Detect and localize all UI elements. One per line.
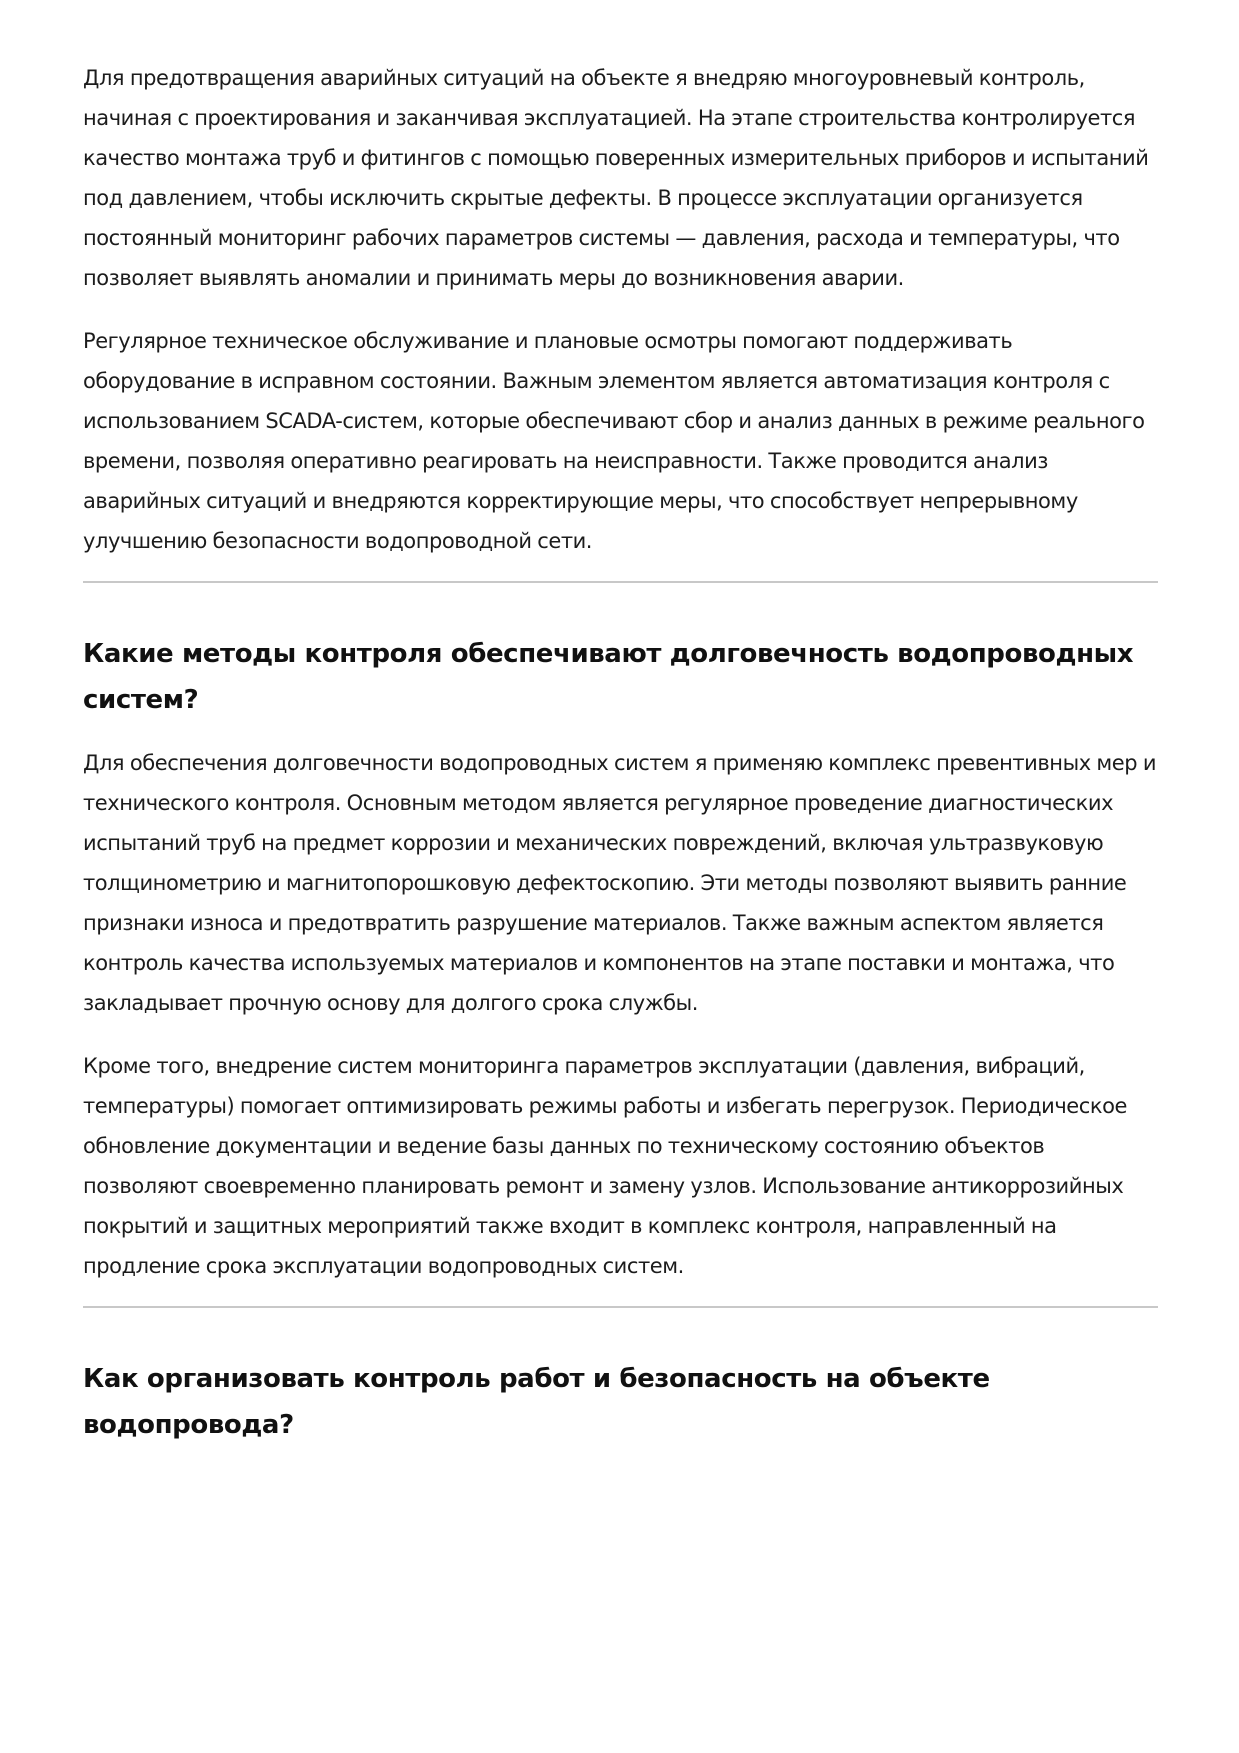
section1-paragraph-1: Для предотвращения аварийных ситуаций на объекте я внедряю многоуровневый контроль, начиная с проектирования и заканчивая эксплуатацией. На этапе строительства контролируется качество монтажа труб и фитингов с помощью поверенных измерительных приборов и испытаний под давлением, чтобы исключить скрытые дефекты. В процессе эксплуатации организуется постоянный мониторинг рабочих параметров системы — давления, расхода и температуры, что позволяет выявлять аномалии и принимать меры до возникновения аварии.	[83, 66, 1149, 290]
section2-heading: Какие методы контроля обеспечивают долговечность водопроводных систем?	[83, 639, 1134, 715]
section2-paragraph-2: Кроме того, внедрение систем мониторинга параметров эксплуатации (давления, вибраций, температуры) помогает оптимизировать режимы работы и избегать перегрузок. Периодическое обновление документации и ведение базы данных по техническому состоянию объектов позволяют своевременно планировать ремонт и замену узлов. Использование антикоррозийных покрытий и защитных мероприятий также входит в комплекс контроля, направленный на продление срока эксплуатации водопроводных систем.	[83, 1054, 1127, 1278]
section1-paragraph-2: Регулярное техническое обслуживание и плановые осмотры помогают поддерживать оборудование в исправном состоянии. Важным элементом является автоматизация контроля с использованием SCADA-систем, которые обеспечивают сбор и анализ данных в режиме реального времени, позволяя оперативно реагировать на неисправности. Также проводится анализ аварийных ситуаций и внедряются корректирующие меры, что способствует непрерывному улучшению безопасности водопроводной сети.	[83, 329, 1145, 553]
section3-heading: Как организовать контроль работ и безопасность на объекте водопровода?	[83, 1364, 990, 1440]
section2-paragraph-1: Для обеспечения долговечности водопроводных систем я применяю комплекс превентивных мер и технического контроля. Основным методом является регулярное проведение диагностических испытаний труб на предмет коррозии и механических повреждений, включая ультразвуковую толщинометрию и магнитопорошковую дефектоскопию. Эти методы позволяют выявить ранние признаки износа и предотвратить разрушение материалов. Также важным аспектом является контроль качества используемых материалов и компонентов на этапе поставки и монтажа, что закладывает прочную основу для долгого срока службы.	[83, 751, 1157, 1015]
document-page	[83, 58, 1158, 1448]
